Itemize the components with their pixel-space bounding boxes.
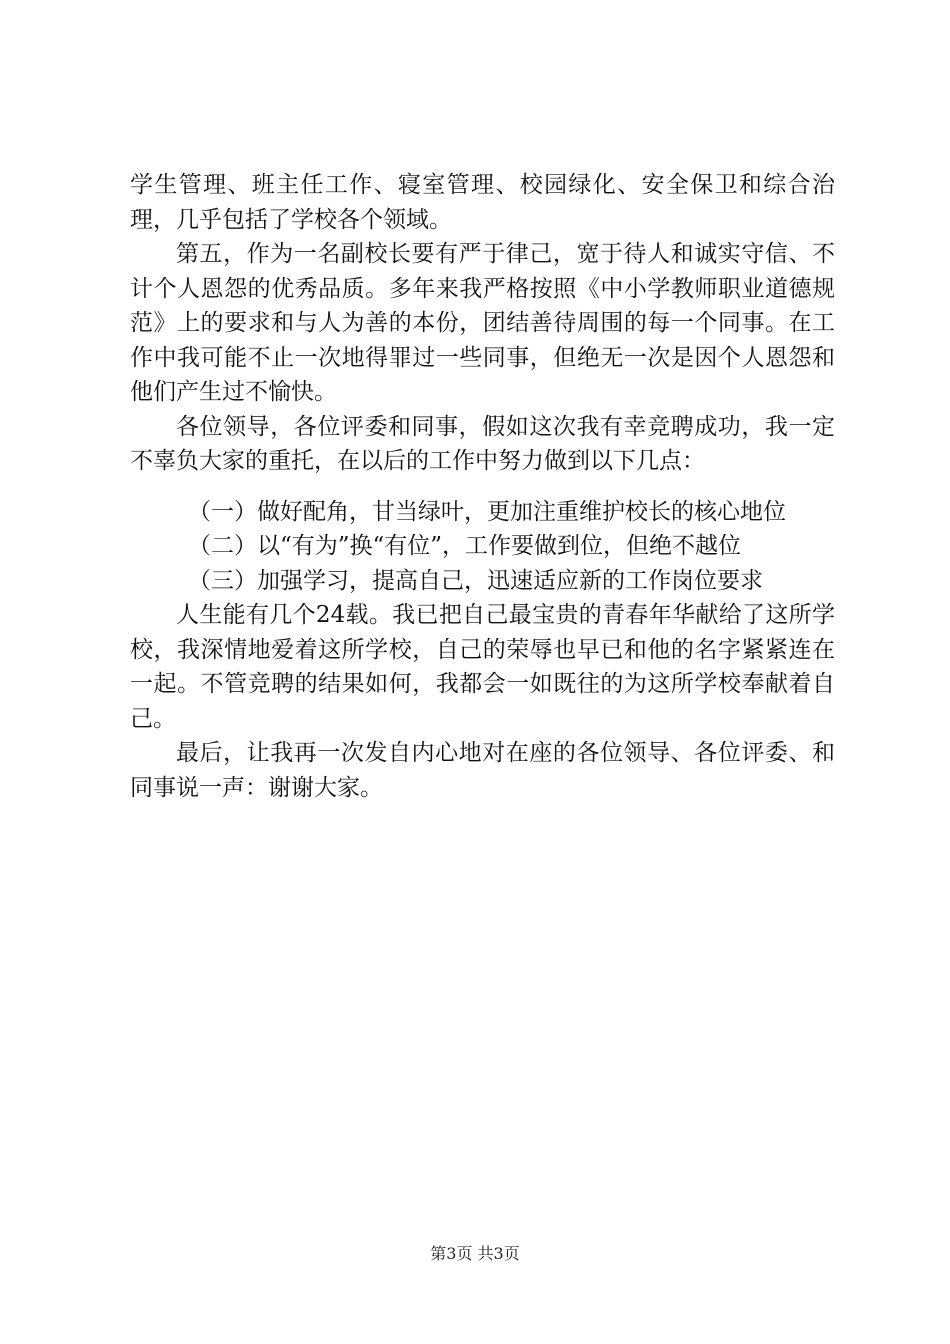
paragraph-fifth-point: 第五，作为一名副校长要有严于律己，宽于待人和诚实守信、不计个人恩怨的优秀品质。多年来我严格按照《中小学教师职业道德规范》上的要求和与人为善的本份，团结善待周围的每一个同事。在工作中我可能不止一次地得罪过一些同事，但绝无一次是因个人恩怨和他们产生过不愉快。	[130, 241, 835, 405]
document-body	[130, 168, 835, 805]
paragraph-dedication: 人生能有几个24载。我已把自己最宝贵的青春年华献给了这所学校，我深情地爱着这所学校，自己的荣辱也早已和他的名字紧紧连在一起。不管竞聘的结果如何，我都会一如既往的为这所学校奉献着自己。	[130, 602, 835, 732]
spacer	[130, 479, 835, 495]
paragraph-commitment: 各位领导，各位评委和同事，假如这次我有幸竞聘成功，我一定不辜负大家的重托，在以后的工作中努力做到以下几点：	[130, 413, 835, 474]
page-footer: 第3页 共3页	[430, 1244, 520, 1263]
list-item-two: （二）以“有为”换“有位”，工作要做到位，但绝不越位	[188, 533, 742, 559]
paragraph-thanks: 最后，让我再一次发自内心地对在座的各位领导、各位评委、和同事说一声：谢谢大家。	[130, 740, 835, 801]
list-item-one: （一）做好配角，甘当绿叶，更加注重维护校长的核心地位	[188, 498, 786, 525]
list-item-three: （三）加强学习，提高自己，迅速适应新的工作岗位要求	[188, 567, 763, 594]
paragraph-continuation: 学生管理、班主任工作、寝室管理、校园绿化、安全保卫和综合治理，几乎包括了学校各个领域。	[130, 172, 835, 233]
